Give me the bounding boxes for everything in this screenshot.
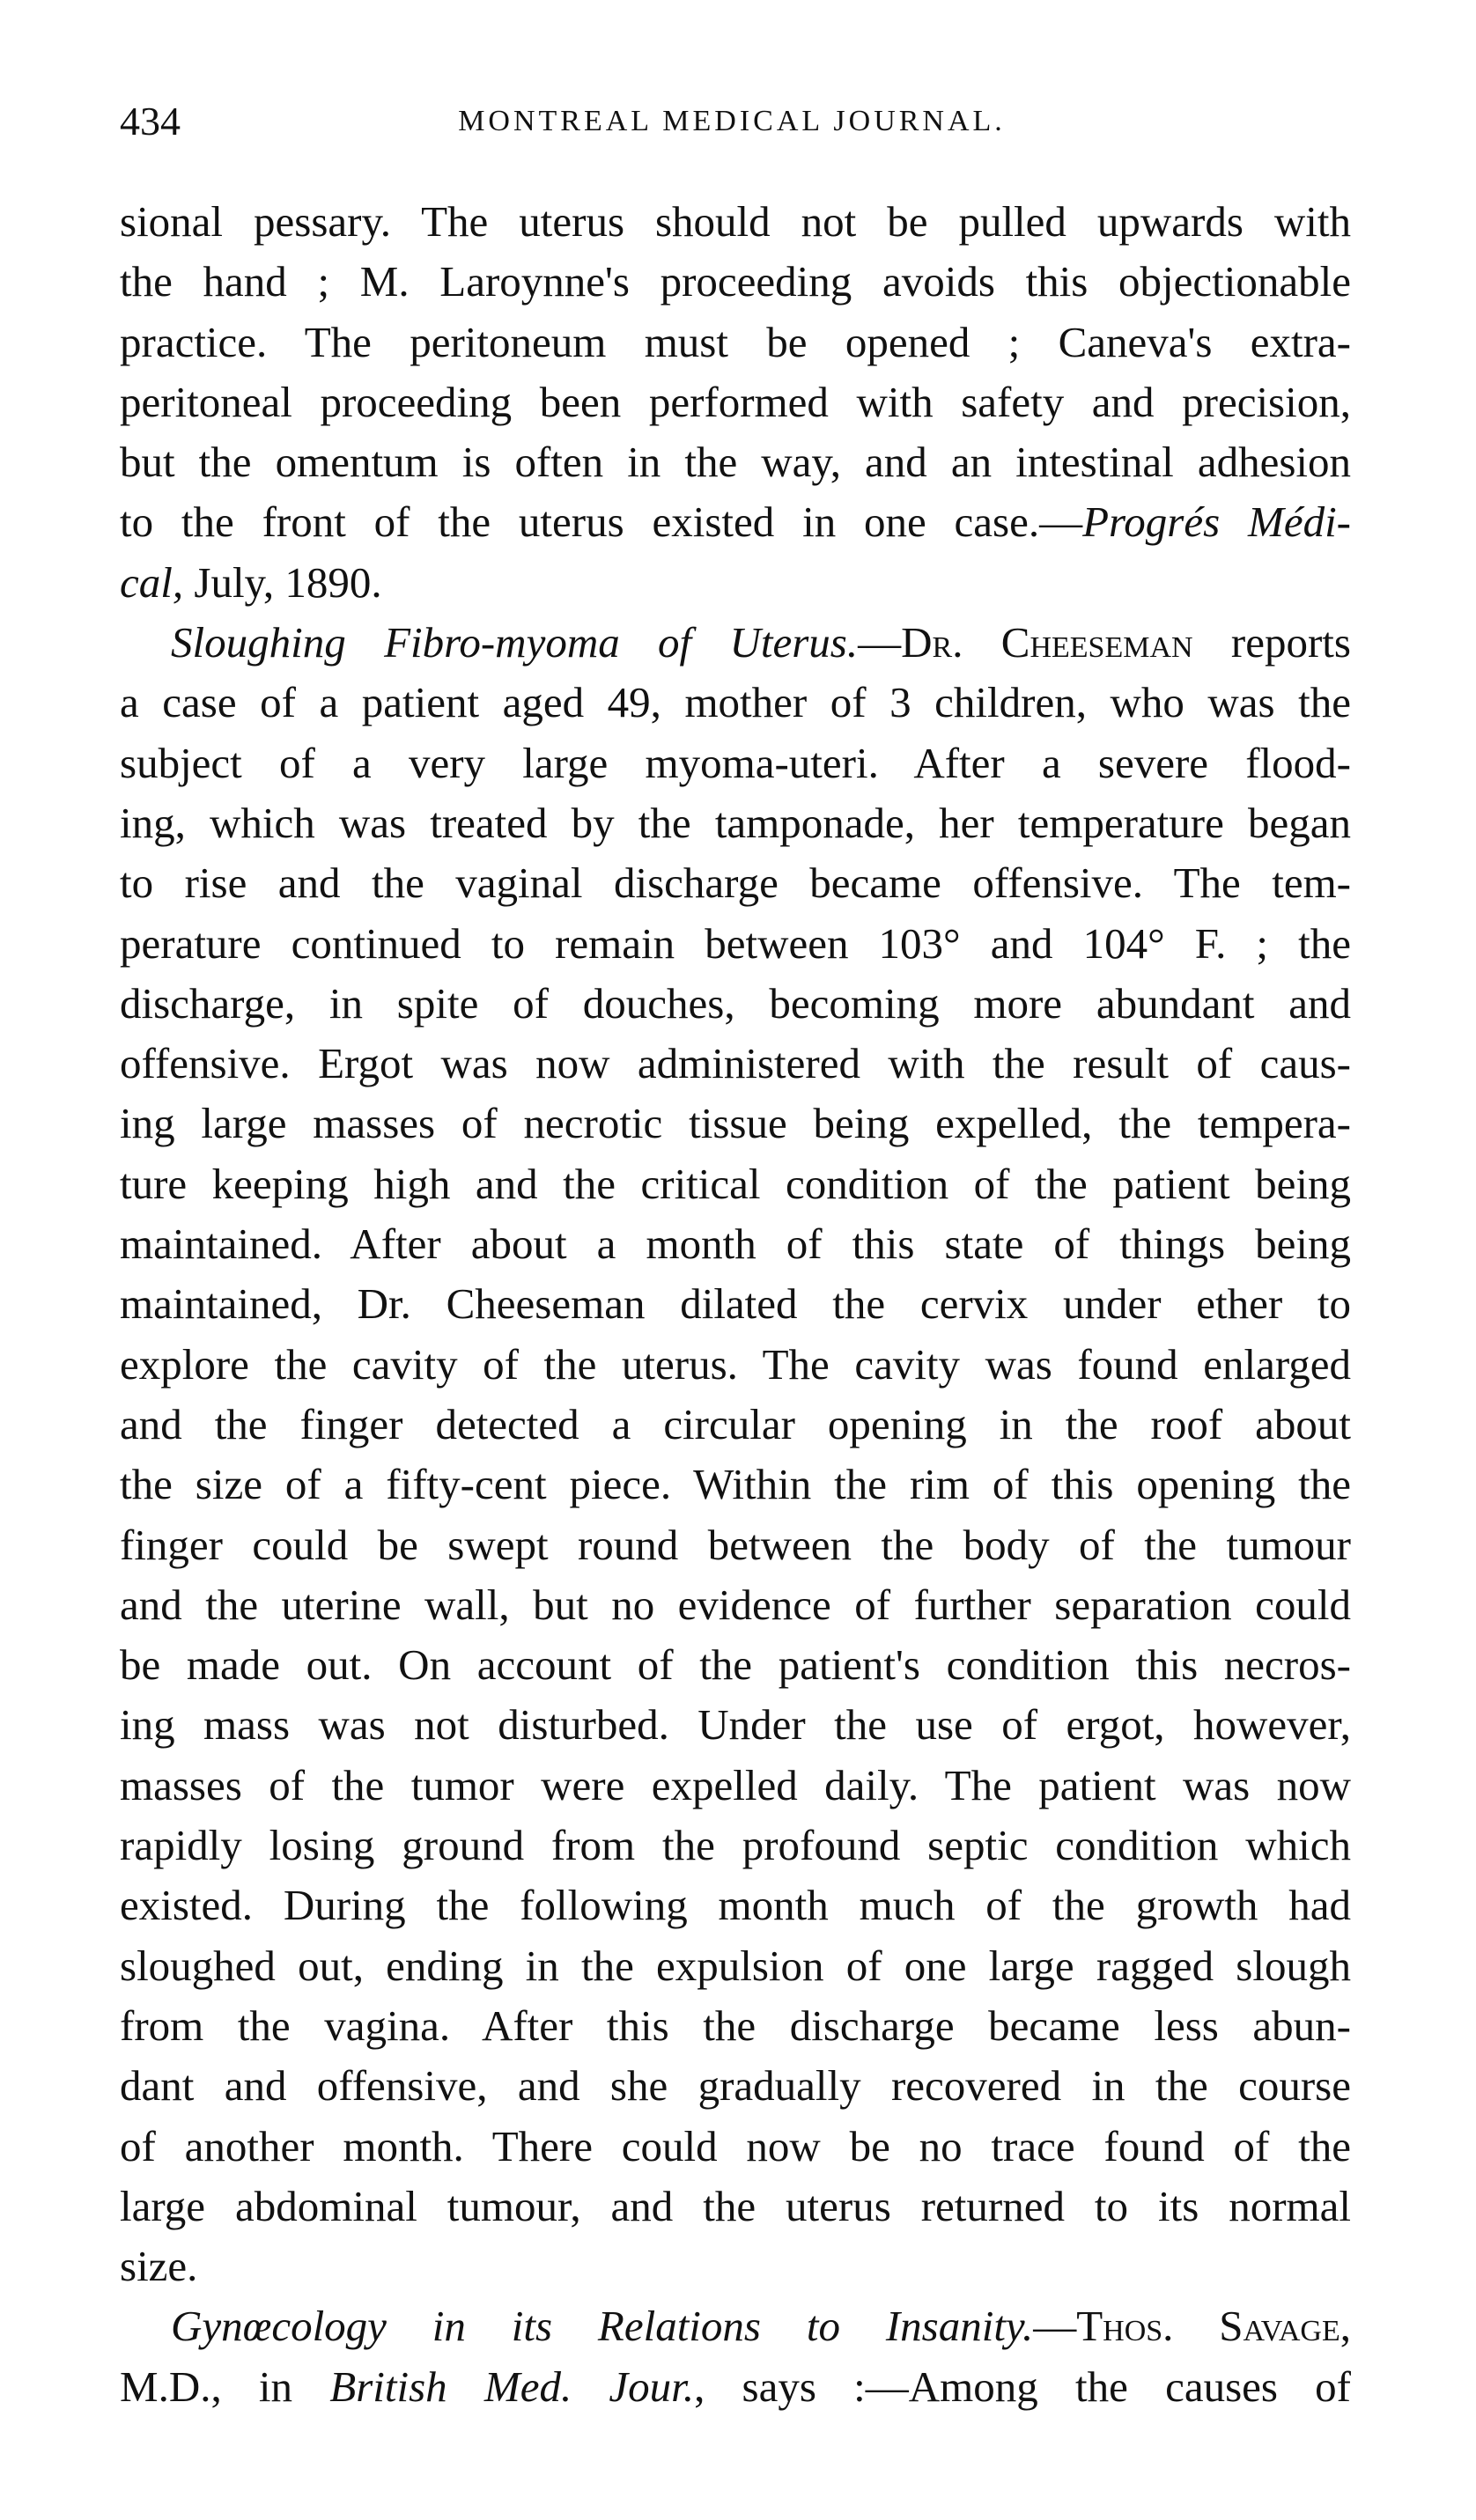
text-line: perature continued to remain between 103° and 104° F. ; the xyxy=(120,918,1351,968)
page-header xyxy=(120,95,1344,148)
text-line: large abdominal tumour, and the uterus returned to its normal xyxy=(120,2181,1351,2230)
citation-source: British Med. Jour. xyxy=(329,2362,695,2411)
text-line: and the finger detected a circular opening in the roof about xyxy=(120,1399,1351,1448)
author-name: —Thos. Savage, xyxy=(1033,2302,1352,2351)
text-line: masses of the tumor were expelled daily. The patient was now xyxy=(120,1760,1351,1809)
citation-source: Progrés Médi- xyxy=(1082,497,1351,547)
text-line: offensive. Ergot was now administered with the result of caus- xyxy=(120,1039,1351,1088)
text-line: maintained. After about a month of this state of things being xyxy=(120,1219,1351,1269)
text-run: to the front of the uterus existed in one case.— xyxy=(120,497,1083,547)
text-line: maintained, Dr. Cheeseman dilated the cervix under ether to xyxy=(120,1279,1351,1329)
text-line: be made out. On account of the patient's condition this necros- xyxy=(120,1640,1351,1690)
text-line: existed. During the following month much of the growth had xyxy=(120,1881,1351,1930)
text-line: to rise and the vaginal discharge became offensive. The tem- xyxy=(120,858,1351,908)
text-line: but the omentum is often in the way, and an intestinal adhesion xyxy=(120,438,1351,487)
text-line: size. xyxy=(120,2242,198,2291)
text-line xyxy=(120,553,1351,613)
text-line: a case of a patient aged 49, mother of 3 children, who was the xyxy=(120,678,1351,727)
text-line: ture keeping high and the critical condition of the patient being xyxy=(120,1159,1351,1208)
text-line: subject of a very large myoma-uteri. After a severe flood- xyxy=(120,738,1351,787)
text-line: practice. The peritoneum must be opened ; Caneva's extra- xyxy=(120,317,1351,366)
section-title: Gynœcology in its Relations to Insanity. xyxy=(171,2302,1034,2351)
text-line: rapidly losing ground from the profound septic condition which xyxy=(120,1821,1351,1870)
text-line: finger could be swept round between the body of the tumour xyxy=(120,1520,1351,1569)
text-run: reports xyxy=(1192,618,1351,667)
text-line xyxy=(120,613,1351,673)
page-number: 434 xyxy=(120,99,181,144)
text-line: ing large masses of necrotic tissue being expelled, the tempera- xyxy=(120,1099,1351,1148)
text-line: the hand ; M. Laroynne's proceeding avoids this objectionable xyxy=(120,257,1351,306)
text-line xyxy=(120,2357,1351,2417)
text-line: dant and offensive, and she gradually recovered in the course xyxy=(120,2061,1351,2111)
text-line: discharge, in spite of douches, becoming more abundant and xyxy=(120,978,1351,1028)
text-run: , says :—Among the causes of xyxy=(694,2362,1351,2411)
article-text xyxy=(120,192,1351,2417)
text-line: of another month. There could now be no trace found of the xyxy=(120,2121,1351,2170)
citation-source: cal, xyxy=(120,557,184,607)
text-line: ing, which was treated by the tamponade, her temperature began xyxy=(120,798,1351,847)
text-line: from the vagina. After this the discharge became less abun- xyxy=(120,2001,1351,2050)
text-line: and the uterine wall, but no evidence of further separation could xyxy=(120,1580,1351,1629)
author-name: —Dr. Cheeseman xyxy=(858,618,1193,667)
text-line: explore the cavity of the uterus. The cavity was found enlarged xyxy=(120,1339,1351,1389)
text-line: the size of a fifty-cent piece. Within the rim of this opening the xyxy=(120,1460,1351,1509)
text-run: M.D., in xyxy=(120,2362,330,2411)
text-line: peritoneal proceeding been performed with safety and precision, xyxy=(120,377,1351,426)
running-head: MONTREAL MEDICAL JOURNAL. xyxy=(458,105,1006,137)
citation-date: July, 1890. xyxy=(183,557,382,607)
section-title: Sloughing Fibro-myoma of Uterus. xyxy=(171,618,859,667)
text-line: sloughed out, ending in the expulsion of one large ragged slough xyxy=(120,1941,1351,1990)
text-line: sional pessary. The uterus should not be pulled upwards with xyxy=(120,197,1351,246)
text-line xyxy=(120,2296,1351,2356)
text-line xyxy=(120,492,1351,552)
text-line: ing mass was not disturbed. Under the use of ergot, however, xyxy=(120,1700,1351,1750)
